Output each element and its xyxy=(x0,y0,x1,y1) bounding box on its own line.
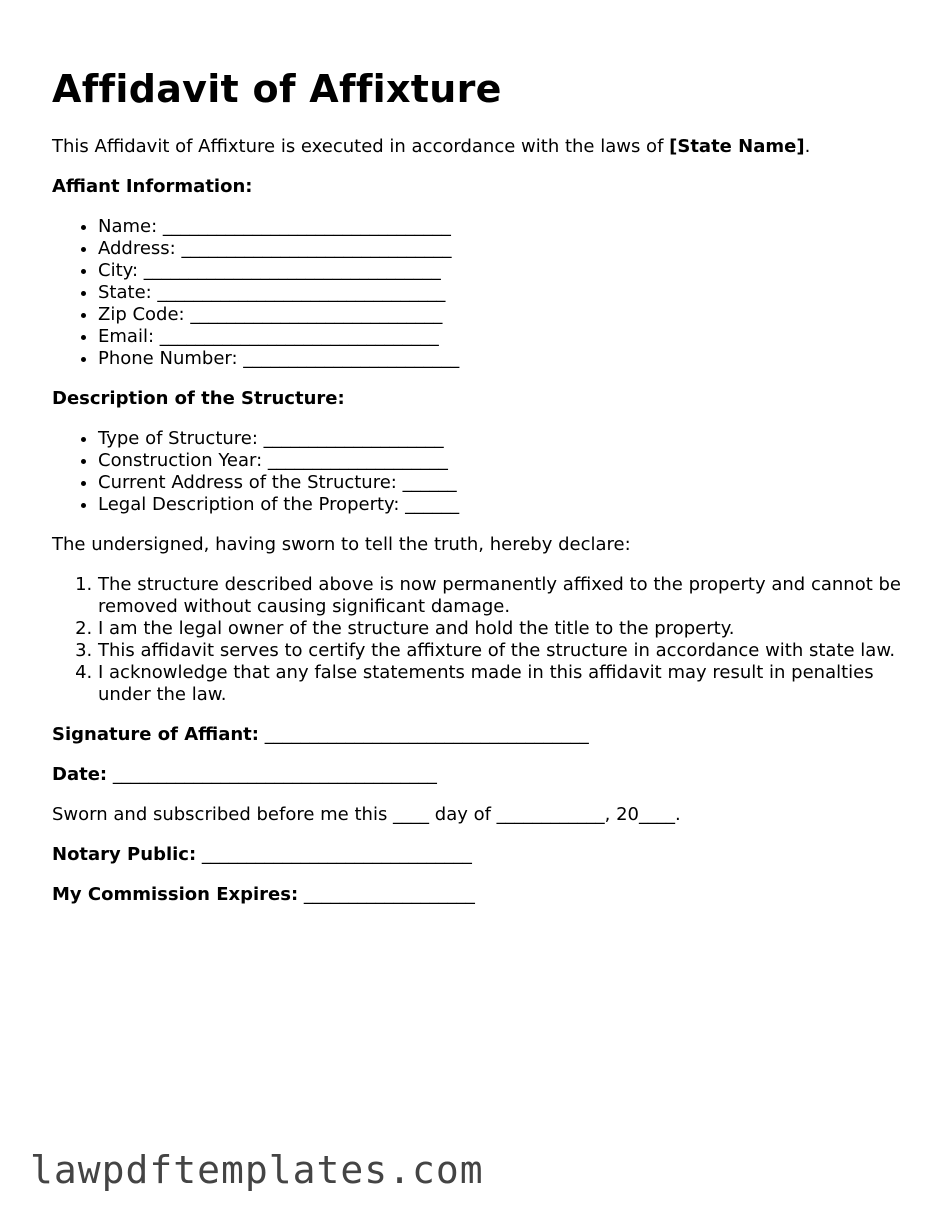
site-watermark: lawpdftemplates.com xyxy=(30,1148,484,1192)
affiant-address-field: • Address: ______________________________ xyxy=(98,238,902,260)
declaration-list xyxy=(52,574,902,706)
structure-heading: Description of the Structure: xyxy=(52,388,345,409)
structure-fields-list xyxy=(52,428,902,516)
signature-blank: ____________________________________ xyxy=(258,724,589,745)
declaration-item: 4. I acknowledge that any false statements made in this affidavit may result in penalties under the law. xyxy=(98,662,902,706)
affiant-email-field: • Email: _______________________________ xyxy=(98,326,902,348)
intro-paragraph xyxy=(52,136,902,158)
construction-year-field: • Construction Year: ____________________ xyxy=(98,450,902,472)
declaration-item: 1. The structure described above is now permanently affixed to the property and cannot be removed without causing significant damage. xyxy=(98,574,902,618)
signature-label: Signature of Affiant: xyxy=(52,724,259,745)
date-line xyxy=(52,764,902,786)
structure-address-field: • Current Address of the Structure: ______ xyxy=(98,472,902,494)
affiant-phone-field: • Phone Number: ________________________ xyxy=(98,348,902,370)
state-name-placeholder: [State Name] xyxy=(669,136,805,157)
intro-end: . xyxy=(804,136,811,157)
declaration-item: 2. I am the legal owner of the structure and hold the title to the property. xyxy=(98,618,902,640)
structure-type-field: • Type of Structure: ____________________ xyxy=(98,428,902,450)
sworn-statement: Sworn and subscribed before me this ____ day of ____________, 20____. xyxy=(52,804,681,825)
signature-line xyxy=(52,724,902,746)
legal-description-field: • Legal Description of the Property: ______ xyxy=(98,494,902,516)
declaration-intro: The undersigned, having sworn to tell the truth, hereby declare: xyxy=(52,534,631,555)
affiant-city-field: • City: _________________________________ xyxy=(98,260,902,282)
notary-line xyxy=(52,844,902,866)
commission-blank: ___________________ xyxy=(298,884,475,905)
affiant-heading: Affiant Information: xyxy=(52,176,253,197)
intro-text: This Affidavit of Affixture is executed in accordance with the laws of xyxy=(52,136,670,157)
affiant-zip-field: • Zip Code: ____________________________ xyxy=(98,304,902,326)
document-page xyxy=(52,0,902,906)
date-label: Date: xyxy=(52,764,108,785)
notary-blank: ______________________________ xyxy=(196,844,472,865)
affiant-fields-list xyxy=(52,216,902,370)
date-blank: ____________________________________ xyxy=(107,764,437,785)
declaration-item: 3. This affidavit serves to certify the affixture of the structure in accordance with state law. xyxy=(98,640,902,662)
notary-label: Notary Public: xyxy=(52,844,197,865)
affiant-name-field: • Name: ________________________________ xyxy=(98,216,902,238)
commission-line xyxy=(52,884,902,906)
commission-label: My Commission Expires: xyxy=(52,884,299,905)
affiant-state-field: • State: ________________________________ xyxy=(98,282,902,304)
document-title: Affidavit of Affixture xyxy=(52,67,502,111)
